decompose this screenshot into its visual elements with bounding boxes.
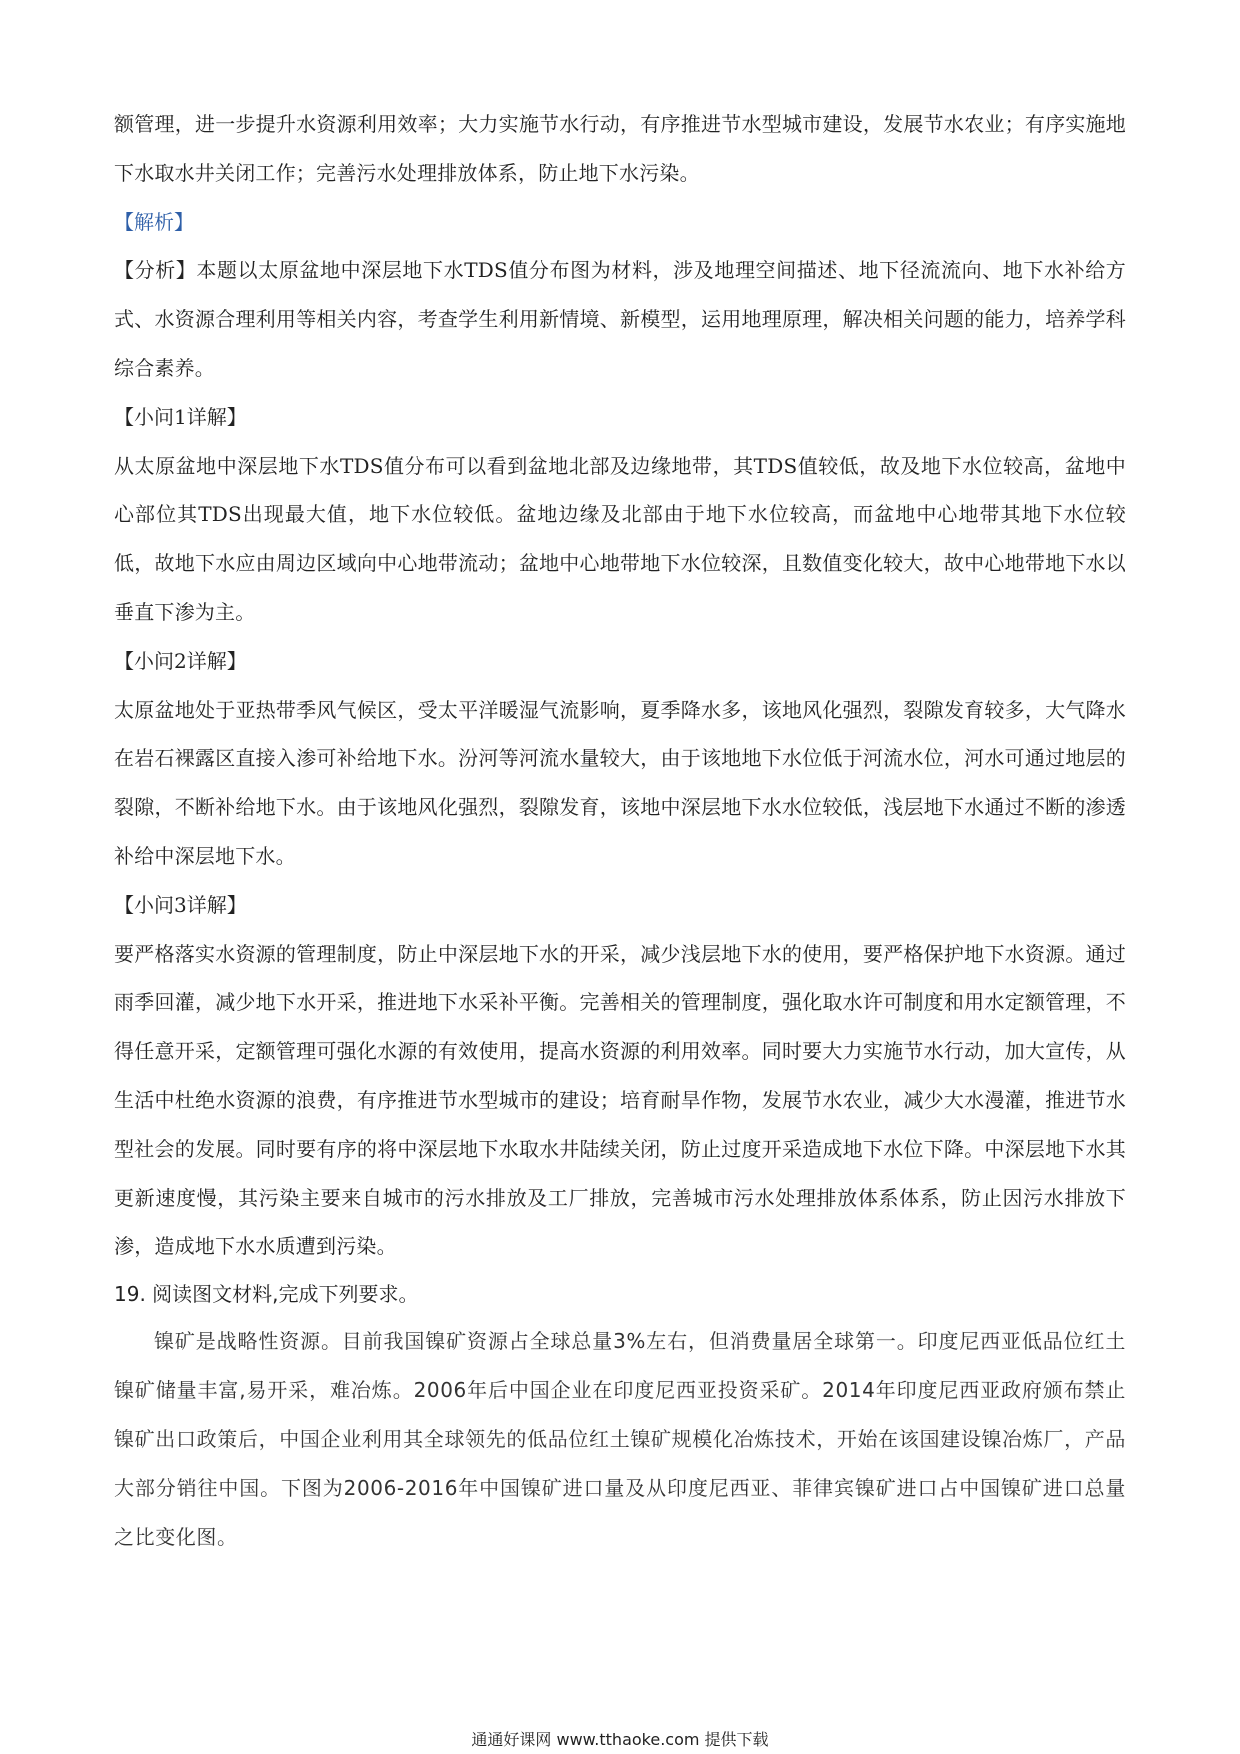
q1-paragraph: 从太原盆地中深层地下水TDS值分布可以看到盆地北部及边缘地带，其TDS值较低，故及地下水位较高，盆地中心部位其TDS出现最大值，地下水位较低。盆地边缘及北部由于地下水位较高，而盆地中心地带其地下水位较低，故地下水应由周边区域向中心地带流动；盆地中心地带地下水位较深，且数值变化较大，故中心地带地下水以垂直下渗为主。 [114,453,1126,624]
page-footer: 通通好课网 www.tthaoke.com 提供下载 [471,1730,769,1749]
analysis-paragraph: 【分析】本题以太原盆地中深层地下水TDS值分布图为材料，涉及地理空间描述、地下径流流向、地下水补给方式、水资源合理利用等相关内容，考查学生利用新情境、新模型，运用地理原理，解决相关问题的能力，培养学科综合素养。 [114,258,1126,380]
q3-heading: 【小问3详解】 [114,892,247,917]
q3-paragraph: 要严格落实水资源的管理制度，防止中深层地下水的开采，减少浅层地下水的使用，要严格保护地下水资源。通过雨季回灌，减少地下水开采，推进地下水采补平衡。完善相关的管理制度，强化取水许可制度和用水定额管理，不得任意开采，定额管理可强化水源的有效使用，提高水资源的利用效率。同时要大力实施节水行动，加大宣传，从生活中杜绝水资源的浪费，有序推进节水型城市的建设；培育耐旱作物，发展节水农业，减少大水漫灌，推进节水型社会的发展。同时要有序的将中深层地下水取水井陆续关闭，防止过度开采造成地下水位下降。中深层地下水其更新速度慢，其污染主要来自城市的污水排放及工厂排放，完善城市污水处理排放体系体系，防止因污水排放下渗，造成地下水水质遭到污染。 [114,941,1126,1259]
question-19-material: 镍矿是战略性资源。目前我国镍矿资源占全球总量3%左右，但消费量居全球第一。印度尼西亚低品位红土镍矿储量丰富,易开采，难冶炼。2006年后中国企业在印度尼西亚投资采矿。2014年印度尼西亚政府颁布禁止镍矿出口政策后，中国企业利用其全球领先的低品位红土镍矿规模化冶炼技术，开始在该国建设镍冶炼厂，产品大部分销往中国。下图为2006-2016年中国镍矿进口量及从印度尼西亚、菲律宾镍矿进口占中国镍矿进口总量之比变化图。 [114,1329,1126,1550]
intro-paragraph: 额管理，进一步提升水资源利用效率；大力实施节水行动，有序推进节水型城市建设，发展节水农业；有序实施地下水取水井关闭工作；完善污水处理排放体系，防止地下水污染。 [114,112,1126,185]
question-19-title: 19. 阅读图文材料,完成下列要求。 [114,1282,419,1307]
q2-paragraph: 太原盆地处于亚热带季风气候区，受太平洋暖湿气流影响，夏季降水多，该地风化强烈，裂隙发育较多，大气降水在岩石裸露区直接入渗可补给地下水。汾河等河流水量较大，由于该地地下水位低于河流水位，河水可通过地层的裂隙，不断补给地下水。由于该地风化强烈，裂隙发育，该地中深层地下水水位较低，浅层地下水通过不断的渗透补给中深层地下水。 [114,697,1126,868]
q2-heading: 【小问2详解】 [114,648,247,673]
q1-heading: 【小问1详解】 [114,404,247,429]
jiexi-heading: 【解析】 [114,209,194,234]
document-body [114,100,1126,1562]
